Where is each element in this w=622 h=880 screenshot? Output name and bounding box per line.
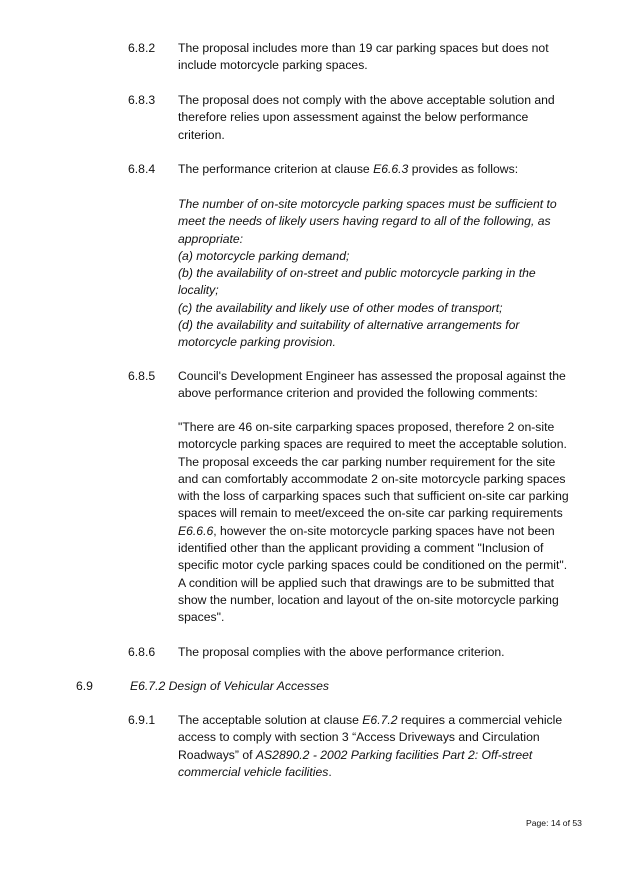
text-line: locality; [178, 283, 219, 298]
text-line: The proposal complies with the above performance criterion. [178, 645, 505, 659]
text-line: spaces will remain to meet/exceed the on-site car parking requirements [178, 506, 563, 521]
text-segment: requires a commercial vehicle [397, 713, 563, 727]
paragraph-number: 6.8.6 [128, 645, 156, 659]
text-line: therefore relies upon assessment against the below performance [178, 110, 529, 125]
paragraph-text [178, 40, 578, 75]
text-line: show the number, location and layout of the on-site motorcycle parking [178, 592, 559, 607]
paragraph-text [178, 92, 578, 144]
text-line: The proposal includes more than 19 car parking spaces but does not [178, 41, 549, 55]
paragraph-number: 6.8.2 [128, 41, 156, 55]
text-line: meet the needs of likely users having regard to all of the following, as [178, 214, 551, 229]
clause-reference: E6.7.2 [362, 713, 398, 727]
paragraph-number: 6.8.3 [128, 93, 156, 107]
paragraph-text [178, 161, 578, 178]
text-line: The proposal exceeds the car parking number requirement for the site [178, 454, 556, 469]
paragraph-text [178, 712, 578, 781]
quote-text [178, 196, 578, 352]
text-line: (c) the availability and likely use of other modes of transport; [178, 300, 503, 315]
comment-text [178, 419, 578, 627]
text-line: The number of on-site motorcycle parking spaces must be sufficient to [178, 197, 557, 211]
paragraph-text [178, 644, 578, 661]
text-line: (a) motorcycle parking demand; [178, 248, 350, 263]
text-line [178, 747, 578, 764]
text-line: above performance criterion and provided the following comments: [178, 386, 538, 401]
text-line: (d) the availability and suitability of alternative arrangements for [178, 318, 520, 333]
text-line [178, 523, 578, 540]
paragraph-number: 6.8.5 [128, 369, 156, 383]
text-line: motorcycle parking spaces are required to meet the acceptable solution. [178, 437, 567, 452]
section-heading [130, 678, 530, 695]
text-segment: provides as follows: [408, 162, 519, 176]
section-title: E6.7.2 Design of Vehicular Accesses [130, 679, 329, 693]
text-line: access to comply with section 3 “Access Driveways and Circulation [178, 730, 540, 745]
text-line [178, 712, 578, 729]
text-line: Council's Development Engineer has assessed the proposal against the [178, 369, 566, 383]
paragraph-number: 6.8.4 [128, 162, 156, 176]
text-segment: . [328, 764, 332, 779]
text-segment: Roadways” of [178, 747, 256, 762]
clause-reference: E6.6.6 [178, 523, 214, 538]
text-line: criterion. [178, 127, 225, 142]
paragraph-number: 6.9.1 [128, 713, 156, 727]
text-line: with the loss of carparking spaces such that sufficient on-site car parking [178, 489, 569, 504]
text-segment: , however the on-site motorcycle parking spaces have not been [213, 523, 555, 538]
text-line [178, 764, 578, 781]
clause-reference: E6.6.3 [373, 162, 409, 176]
text-line: include motorcycle parking spaces. [178, 58, 368, 73]
section-number: 6.9 [76, 679, 93, 693]
text-line: (b) the availability of on-street and public motorcycle parking in the [178, 266, 536, 281]
standard-reference: commercial vehicle facilities [178, 764, 329, 779]
text-line: and can comfortably accommodate 2 on-site motorcycle parking spaces [178, 471, 566, 486]
text-line: motorcycle parking provision. [178, 335, 336, 350]
text-line: "There are 46 on-site carparking spaces proposed, therefore 2 on-site [178, 420, 555, 434]
text-line [178, 161, 578, 178]
paragraph-text [178, 368, 578, 403]
text-line: A condition will be applied such that drawings are to be submitted that [178, 575, 555, 590]
text-line: appropriate: [178, 231, 244, 246]
text-line: spaces". [178, 610, 225, 625]
standard-reference: AS2890.2 - 2002 Parking facilities Part 2: Off-street [255, 747, 533, 762]
text-line: The proposal does not comply with the above acceptable solution and [178, 93, 555, 107]
text-segment: The acceptable solution at clause [178, 713, 363, 727]
page-number-footer: Page: 14 of 53 [526, 818, 582, 828]
text-segment: The performance criterion at clause [178, 162, 374, 176]
text-line: identified other than the applicant providing a comment "Inclusion of [178, 541, 544, 556]
text-line: specific motor cycle parking spaces could be conditioned on the permit". [178, 558, 568, 573]
